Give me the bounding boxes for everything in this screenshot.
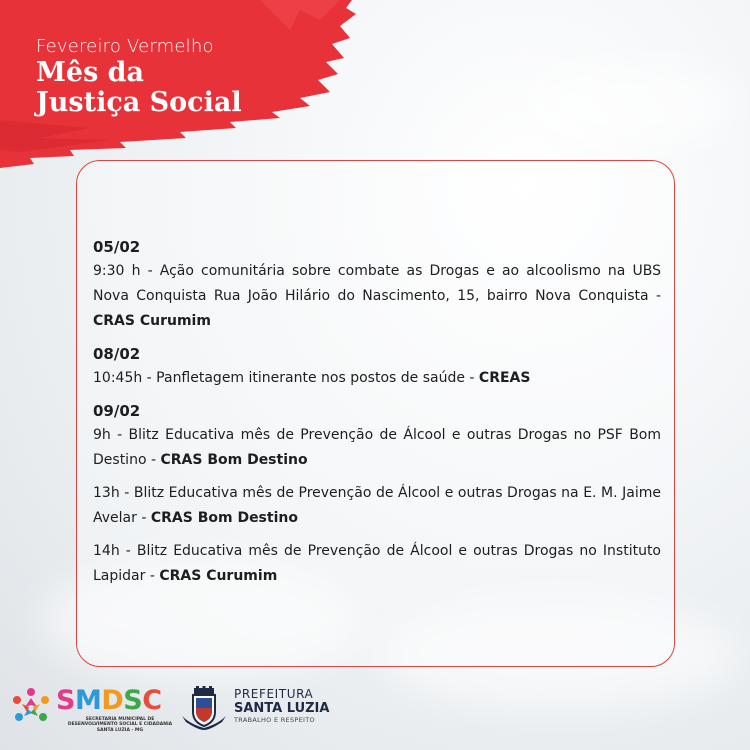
prefeitura-motto: TRABALHO E RESPEITO: [234, 716, 315, 724]
entry-text: 10:45h - Panfletagem itinerante nos postos de saúde -: [93, 370, 479, 386]
entry-text: 14h - Blitz Educativa mês de Prevenção de Álcool e outras Drogas no Instituto Lapidar -: [93, 543, 661, 584]
banner-subtitle: Fevereiro Vermelho: [36, 36, 214, 57]
schedule-entry: [93, 423, 661, 473]
smdsc-caption: SECRETARIA MUNICIPAL DE DESENVOLVIMENTO SOCIAL E CIDADANIA SANTA LUZIA - MG: [67, 717, 173, 733]
smdsc-logo: [10, 686, 178, 734]
schedule-date: 08/02: [93, 345, 141, 363]
people-circle-icon: [10, 686, 52, 728]
entry-organization: CRAS Bom Destino: [150, 510, 298, 526]
city-crest-icon: [180, 686, 228, 730]
banner-title-line1: Mês da: [36, 57, 145, 88]
schedule-card: [76, 160, 675, 667]
entry-text: 13h - Blitz Educativa mês de Prevenção de Álcool e outras Drogas na E. M. Jaime Avelar -: [93, 485, 661, 526]
schedule-date: 09/02: [93, 402, 141, 420]
entry-text: 9h - Blitz Educativa mês de Prevenção de Álcool e outras Drogas no PSF Bom Destino -: [93, 427, 661, 468]
schedule-day: [93, 399, 661, 589]
prefeitura-label: PREFEITURA: [234, 687, 314, 701]
schedule-day: [93, 235, 661, 334]
schedule-entry: [93, 366, 661, 391]
schedule-entry: [93, 259, 661, 334]
schedule-entry: [93, 481, 661, 531]
prefeitura-santa-luzia-logo: [180, 686, 330, 734]
entry-organization: CREAS: [478, 370, 531, 386]
banner-heading: [36, 36, 242, 118]
entry-organization: CRAS Curumim: [93, 313, 211, 329]
entry-organization: CRAS Bom Destino: [160, 452, 308, 468]
entry-text: 9:30 h - Ação comunitária sobre combate as Drogas e ao alcoolismo na UBS Nova Conquista Rua João Hilário do Nascimento, 15, bairro Nova Conquista -: [93, 263, 661, 304]
background-cloud: [520, 60, 740, 150]
schedule-entry: [93, 539, 661, 589]
smdsc-wordmark: SMDSC: [56, 685, 162, 716]
entry-organization: CRAS Curumim: [159, 568, 278, 584]
banner-title-line2: Justiça Social: [36, 87, 242, 118]
prefeitura-city: SANTA LUZIA: [234, 701, 330, 716]
schedule-date: 05/02: [93, 238, 141, 256]
schedule-content: [93, 235, 661, 597]
schedule-day: [93, 342, 661, 391]
